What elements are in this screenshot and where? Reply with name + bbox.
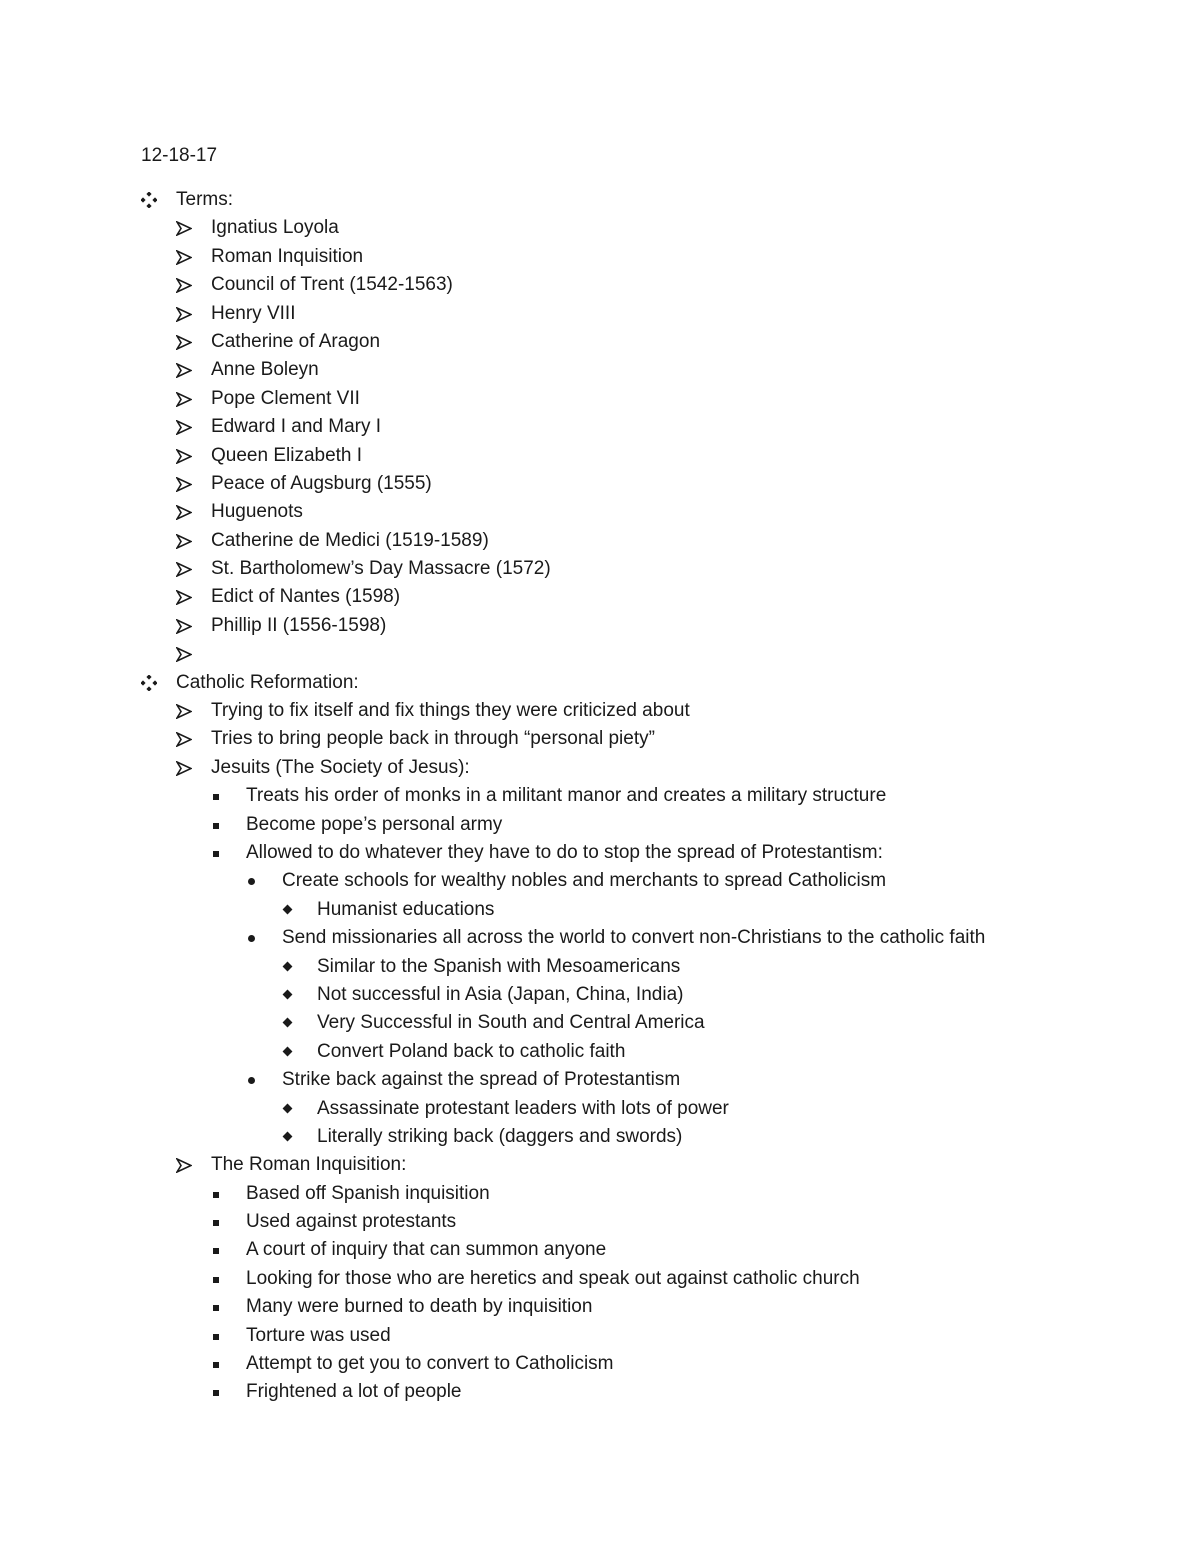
outline-item xyxy=(0,1378,1200,1406)
outline-item xyxy=(0,1293,1200,1321)
outline-item xyxy=(0,527,1200,555)
outline-item-text: Ignatius Loyola xyxy=(211,217,339,239)
outline-item-text: Humanist educations xyxy=(317,898,495,920)
outline-item xyxy=(0,1151,1200,1179)
outline-item-text: Used against protestants xyxy=(246,1211,457,1233)
outline-item-text: Strike back against the spread of Protestantism xyxy=(282,1069,681,1091)
outline-item xyxy=(0,1322,1200,1350)
outline-item xyxy=(0,811,1200,839)
outline-item xyxy=(0,1038,1200,1066)
outline-item xyxy=(0,1236,1200,1264)
outline-item-text: Queen Elizabeth I xyxy=(211,444,363,466)
outline-item xyxy=(0,612,1200,640)
outline-item xyxy=(0,1066,1200,1094)
outline-item xyxy=(0,1123,1200,1151)
outline-item xyxy=(0,442,1200,470)
outline-item-text: Jesuits (The Society of Jesus): xyxy=(211,756,470,778)
outline-item xyxy=(0,1180,1200,1208)
outline-item-text: Similar to the Spanish with Mesoamericans xyxy=(317,955,681,977)
outline-item-text: Based off Spanish inquisition xyxy=(246,1182,490,1204)
outline-item-text: Treats his order of monks in a militant manor and creates a military structure xyxy=(246,785,887,807)
outline-item-text: Literally striking back (daggers and swords) xyxy=(317,1125,683,1147)
outline-item xyxy=(0,1095,1200,1123)
outline-item xyxy=(0,1350,1200,1378)
outline-item xyxy=(0,697,1200,725)
outline-item-text: Huguenots xyxy=(211,501,303,523)
outline-item-text: Roman Inquisition xyxy=(211,245,364,267)
outline-item-text: Catherine of Aragon xyxy=(211,330,381,352)
outline-item xyxy=(0,981,1200,1009)
outline-item-text: Very Successful in South and Central America xyxy=(317,1012,705,1034)
outline-item xyxy=(0,555,1200,583)
outline-item xyxy=(0,725,1200,753)
outline-item xyxy=(0,953,1200,981)
outline-item xyxy=(0,271,1200,299)
outline-item xyxy=(0,186,1200,214)
document-date: 12-18-17 xyxy=(141,145,218,166)
outline-item xyxy=(0,356,1200,384)
outline-item xyxy=(0,867,1200,895)
outline-item xyxy=(0,782,1200,810)
outline-item-text: Catholic Reformation: xyxy=(176,671,359,693)
outline-item xyxy=(0,1208,1200,1236)
outline-item xyxy=(0,413,1200,441)
outline-item xyxy=(0,328,1200,356)
outline-item-text: Become pope’s personal army xyxy=(246,813,503,835)
outline-item-text: A court of inquiry that can summon anyone xyxy=(246,1239,607,1261)
outline-item-text: Looking for those who are heretics and speak out against catholic church xyxy=(246,1267,860,1289)
outline-item xyxy=(0,583,1200,611)
outline-item xyxy=(0,924,1200,952)
outline-item xyxy=(0,896,1200,924)
outline-item xyxy=(0,243,1200,271)
outline-item-text: Henry VIII xyxy=(211,302,296,324)
outline-item-text: Phillip II (1556-1598) xyxy=(211,614,387,636)
outline-item-text: Council of Trent (1542-1563) xyxy=(211,274,453,296)
outline-item-text: Create schools for wealthy nobles and merchants to spread Catholicism xyxy=(282,870,887,892)
outline-item xyxy=(0,1265,1200,1293)
outline-item-text: Allowed to do whatever they have to do to stop the spread of Protestantism: xyxy=(246,841,883,863)
outline-item-text: Assassinate protestant leaders with lots of power xyxy=(317,1097,729,1119)
outline-item-text: The Roman Inquisition: xyxy=(211,1154,407,1176)
outline-item-text: Frightened a lot of people xyxy=(246,1381,462,1403)
outline-item xyxy=(0,385,1200,413)
outline-item-text: Peace of Augsburg (1555) xyxy=(211,472,432,494)
outline-item xyxy=(0,214,1200,242)
outline-item xyxy=(0,669,1200,697)
outline-item-text: Not successful in Asia (Japan, China, India) xyxy=(317,983,684,1005)
outline-item xyxy=(0,640,1200,668)
outline-item xyxy=(0,498,1200,526)
outline-item-text: Attempt to get you to convert to Catholicism xyxy=(246,1353,614,1375)
notes-outline xyxy=(0,186,1200,1407)
outline-item-text: Trying to fix itself and fix things they were criticized about xyxy=(211,700,690,722)
outline-item-text: St. Bartholomew’s Day Massacre (1572) xyxy=(211,558,551,580)
outline-item xyxy=(0,470,1200,498)
outline-item xyxy=(0,839,1200,867)
outline-item-text: Tries to bring people back in through “personal piety” xyxy=(211,728,655,750)
outline-item-text: Edward I and Mary I xyxy=(211,416,382,438)
outline-item-text: Pope Clement VII xyxy=(211,387,360,409)
outline-item-text: Many were burned to death by inquisition xyxy=(246,1296,593,1318)
outline-item-text: Anne Boleyn xyxy=(211,359,319,381)
outline-item-text: Catherine de Medici (1519-1589) xyxy=(211,529,489,551)
outline-item-text: Convert Poland back to catholic faith xyxy=(317,1040,626,1062)
outline-item xyxy=(0,300,1200,328)
outline-item-text: Send missionaries all across the world to convert non-Christians to the catholic faith xyxy=(282,927,986,949)
outline-item xyxy=(0,754,1200,782)
outline-item-text: Torture was used xyxy=(246,1324,391,1346)
outline-item xyxy=(0,1009,1200,1037)
outline-item-text: Edict of Nantes (1598) xyxy=(211,586,401,608)
outline-item-text: Terms: xyxy=(176,189,233,210)
